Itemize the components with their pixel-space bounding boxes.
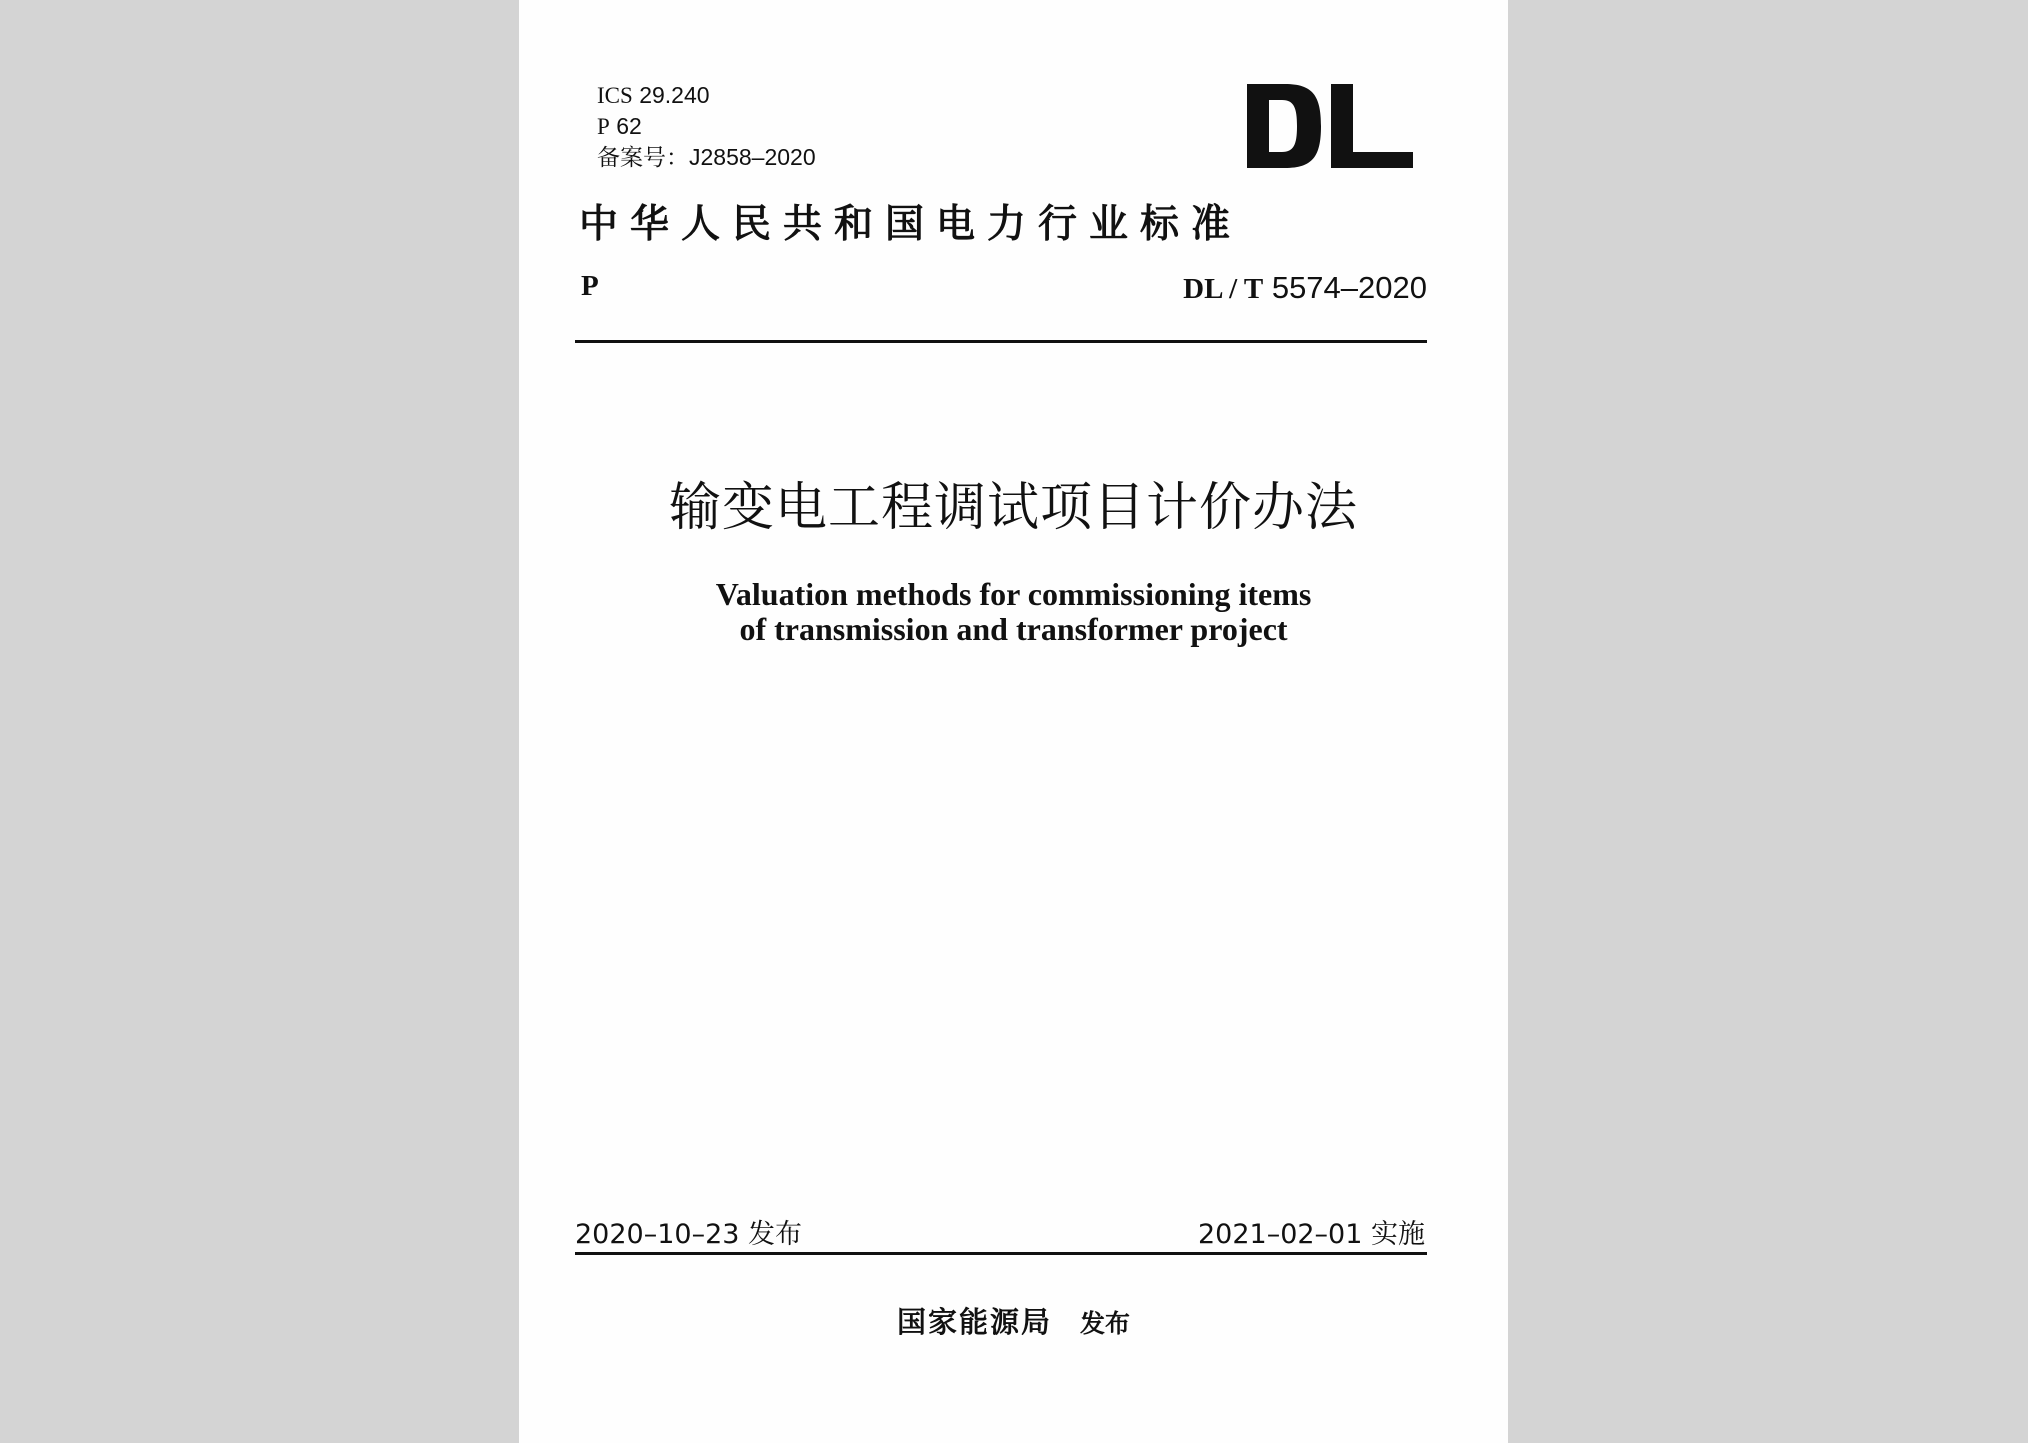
issuer-action: 发布 [1080, 1309, 1131, 1338]
ics-code: 29.240 [639, 82, 710, 108]
class-line [597, 111, 816, 142]
header-rule [575, 340, 1427, 343]
standard-number [1183, 270, 1427, 306]
ics-line [597, 80, 816, 111]
standard-cover-page [519, 0, 1508, 1443]
english-title-line-1: Valuation methods for commissioning items [715, 576, 1312, 612]
document-metadata [597, 80, 816, 173]
record-line [597, 142, 816, 173]
standard-number-prefix: DL / T [1183, 273, 1264, 305]
effective-date: 2021–02–01 实施 [1197, 1219, 1425, 1250]
ics-label: ICS [597, 83, 633, 108]
english-title [519, 577, 1508, 647]
english-title-line-2: of transmission and transformer project [739, 611, 1288, 647]
chinese-title: 输变电工程调试项目计价办法 [668, 478, 1358, 538]
record-number: J2858–2020 [689, 144, 816, 170]
standard-number-value: 5574–2020 [1271, 270, 1427, 305]
record-label: 备案号： [597, 144, 689, 170]
footer-rule [575, 1252, 1427, 1255]
dl-logo [1247, 84, 1413, 168]
release-date: 2020–10–23 发布 [575, 1219, 803, 1250]
issuing-authority [519, 1300, 1508, 1341]
class-label: P [597, 114, 610, 139]
issuer-organization: 国家能源局 [896, 1305, 1052, 1339]
class-number: 62 [616, 113, 642, 139]
industry-standard-title: 中华人民共和国电力行业标准 [579, 201, 1243, 247]
category-code: P [581, 270, 599, 302]
